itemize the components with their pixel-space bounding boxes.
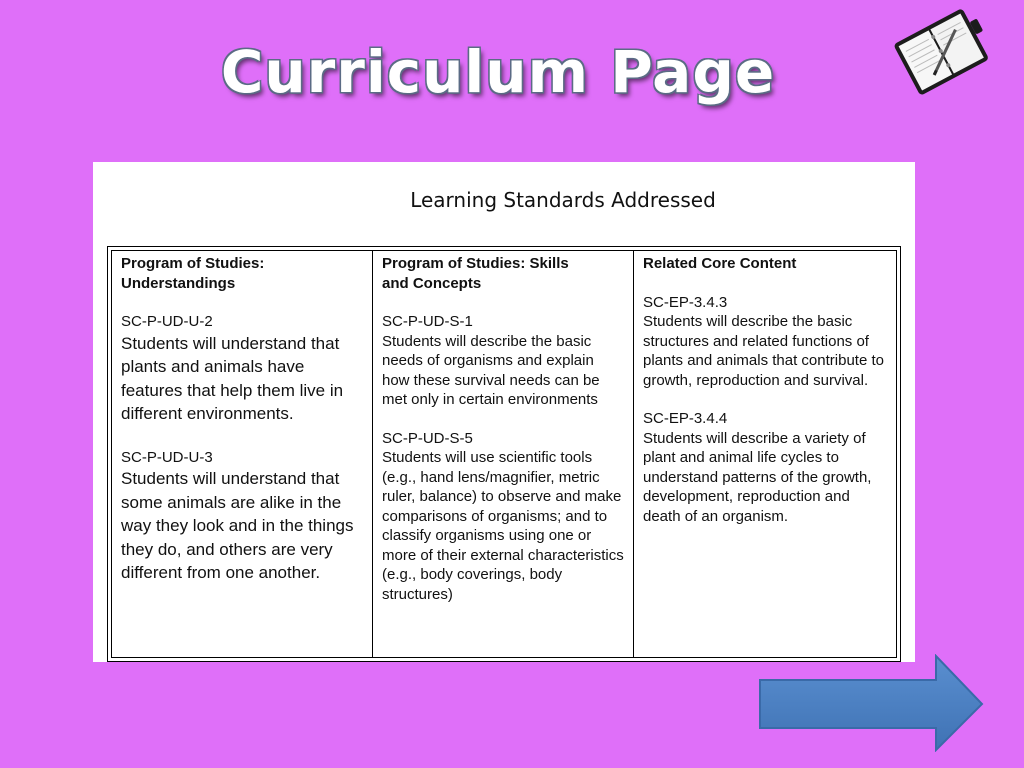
- panel-heading: Learning Standards Addressed: [410, 188, 716, 212]
- right-arrow-icon[interactable]: [760, 656, 982, 750]
- standard-description: Students will describe a variety of plant and animal life cycles to understand patterns of the growth, development, reproduction and death of an organism.: [643, 429, 872, 525]
- planner-notebook-icon: [884, 6, 994, 98]
- next-slide-button[interactable]: [756, 654, 984, 752]
- column-header: Related Core Content: [643, 255, 797, 272]
- standard-description: Students will understand that some animals are alike in the way they look and in the things they do, and others are very different from one another.: [121, 469, 354, 582]
- table-row: [112, 251, 897, 658]
- standard-code: SC-P-UD-U-3: [121, 448, 213, 466]
- standards-table: [111, 250, 897, 658]
- standard-description: Students will describe the basic needs of organisms and explain how these survival needs can be met only in certain environments: [382, 332, 600, 408]
- column-related-core-content: [634, 251, 897, 658]
- standard-description: Students will describe the basic structures and related functions of plants and animals that contribute to growth, reproduction and survival.: [643, 313, 884, 389]
- slide-title: Curriculum Page: [220, 38, 776, 106]
- column-understandings: [112, 251, 373, 658]
- standards-table-frame: [107, 246, 901, 662]
- standard-code: SC-P-UD-S-5: [382, 429, 473, 447]
- standard-code: SC-EP-3.4.3: [643, 293, 728, 311]
- column-header: Program of Studies: Skills and Concepts: [382, 255, 569, 292]
- column-header: Program of Studies: Understandings: [121, 255, 265, 292]
- standard-description: Students will use scientific tools (e.g., hand lens/magnifier, metric ruler, balance) to observe and make comparisons of organisms; and to classify organisms using one or more of their external characteristics (e.g., body coverings, body structures): [382, 449, 624, 603]
- standard-code: SC-EP-3.4.4: [643, 410, 728, 427]
- standard-code: SC-P-UD-S-1: [382, 313, 473, 330]
- column-skills-and-concepts: [373, 251, 634, 658]
- standard-description: Students will understand that plants and animals have features that help them live in different environments.: [121, 333, 344, 423]
- standard-code: SC-P-UD-U-2: [121, 313, 213, 330]
- standards-panel: [93, 162, 915, 662]
